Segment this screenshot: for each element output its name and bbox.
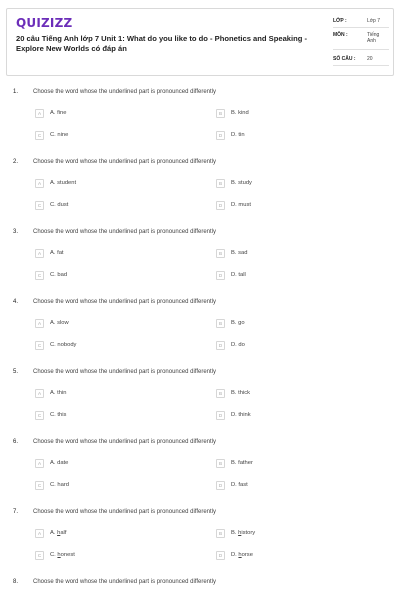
option-prefix: A. [50,530,58,536]
option-prefix: D. [231,552,239,558]
question-number: 1. [13,89,19,95]
option-prefix: B. [231,180,239,186]
option-letter-box[interactable]: D [216,271,225,280]
option-label [50,412,66,418]
option-prefix: C. [50,552,58,558]
option-word: go [238,320,245,326]
question-number: 8. [13,579,19,585]
option-underlined-part: h [238,530,242,536]
question-text: Choose the word whose the underlined part is pronounced differently [33,159,217,165]
option-letter-box[interactable]: C [35,131,44,140]
option-prefix: B. [231,320,239,326]
option-letter-box[interactable]: D [216,411,225,420]
option-word: thin [57,390,67,396]
option-prefix: C. [50,342,58,348]
option-label [231,250,247,256]
option-label [50,202,68,208]
question-text: Choose the word whose the underlined part is pronounced differently [33,439,217,445]
option-letter-box[interactable]: B [216,249,225,258]
option-letter-box[interactable]: A [35,179,44,188]
class-value: Lớp 7 [367,18,381,24]
option-word-rest: alf [60,530,67,536]
question-item [0,579,400,600]
option-word-rest: orse [241,552,253,558]
option-word: hard [57,482,70,488]
option-word: do [238,342,245,348]
question-number: 2. [13,159,19,165]
option-label [231,390,250,396]
question-item [0,159,400,223]
option-label [231,132,245,138]
option-word: kind [238,110,249,116]
question-item [0,369,400,433]
option-word: tall [238,272,246,278]
option-prefix: A. [50,110,58,116]
option-letter-box[interactable]: C [35,341,44,350]
option-word: father [238,460,253,466]
option-prefix: A. [50,250,58,256]
option-word-rest: istory [241,530,256,536]
option-letter-box[interactable]: C [35,201,44,210]
option-letter-box[interactable]: A [35,389,44,398]
option-word: bad [57,272,68,278]
count-label: SỐ CÂU : [333,56,356,62]
option-prefix: B. [231,250,239,256]
option-letter-box[interactable]: D [216,341,225,350]
option-word: fine [57,110,67,116]
option-underlined-part: h [57,552,61,558]
question-item [0,89,400,153]
option-word: study [238,180,252,186]
count-value: 20 [367,56,373,62]
option-label [231,110,249,116]
option-label [231,180,252,186]
question-number: 7. [13,509,19,515]
question-number: 5. [13,369,19,375]
option-word: think [238,412,251,418]
option-word: dust [57,202,69,208]
option-label [50,110,66,116]
question-text: Choose the word whose the underlined part is pronounced differently [33,369,217,375]
option-letter-box[interactable]: B [216,179,225,188]
option-underlined-part: h [238,552,242,558]
option-prefix: D. [231,202,239,208]
option-prefix: C. [50,482,58,488]
option-label [50,180,76,186]
option-word-rest: onest [60,552,75,558]
option-label [50,342,76,348]
option-prefix: A. [50,320,58,326]
option-prefix: C. [50,202,58,208]
option-label [231,342,245,348]
subject-value: Tiếng Anh [367,32,380,45]
divider [333,65,389,66]
option-word: date [57,460,69,466]
question-item [0,229,400,293]
option-label [50,552,75,558]
option-label [50,132,68,138]
option-letter-box[interactable]: A [35,109,44,118]
option-prefix: D. [231,412,239,418]
option-label [231,460,253,466]
option-prefix: D. [231,482,239,488]
option-letter-box[interactable]: B [216,319,225,328]
option-letter-box[interactable]: A [35,249,44,258]
question-text: Choose the word whose the underlined part is pronounced differently [33,229,217,235]
option-label [50,390,66,396]
option-word: sad [238,250,248,256]
option-letter-box[interactable]: D [216,481,225,490]
divider [333,27,389,28]
option-letter-box[interactable]: C [35,551,44,560]
option-prefix: A. [50,390,58,396]
option-label [50,272,67,278]
option-prefix: B. [231,530,239,536]
worksheet-header [6,8,394,76]
option-label [231,412,251,418]
option-underlined-part: h [57,530,61,536]
option-word: tin [238,132,245,138]
question-text: Choose the word whose the underlined part is pronounced differently [33,89,217,95]
option-word: slow [57,320,69,326]
option-letter-box[interactable]: B [216,389,225,398]
option-prefix: D. [231,132,239,138]
option-word: must [238,202,251,208]
option-label [231,202,251,208]
option-word: student [57,180,77,186]
option-label [50,320,69,326]
question-number: 6. [13,439,19,445]
option-letter-box[interactable]: C [35,411,44,420]
option-label [50,250,64,256]
option-word: fast [238,482,248,488]
option-label [231,530,255,536]
question-item [0,439,400,503]
class-label: LỚP : [333,18,347,24]
question-text: Choose the word whose the underlined part is pronounced differently [33,299,217,305]
option-label [231,482,248,488]
option-prefix: A. [50,180,58,186]
option-prefix: C. [50,272,58,278]
option-letter-box[interactable]: B [216,109,225,118]
option-prefix: B. [231,460,239,466]
question-item [0,299,400,363]
option-prefix: C. [50,412,58,418]
option-prefix: B. [231,110,239,116]
option-word: fat [57,250,64,256]
option-letter-box[interactable]: B [216,459,225,468]
option-label [50,482,69,488]
option-label [50,530,66,536]
option-letter-box[interactable]: A [35,459,44,468]
option-letter-box[interactable]: C [35,481,44,490]
quizizz-logo[interactable]: QUIZIZZ [16,16,73,30]
divider [333,49,389,50]
option-prefix: C. [50,132,58,138]
option-prefix: D. [231,342,239,348]
worksheet-title: 20 câu Tiếng Anh lớp 7 Unit 1: What do you like to do - Phonetics and Speaking - Explore New Worlds có đáp án [16,34,308,53]
option-label [231,552,253,558]
option-word: nobody [57,342,77,348]
option-label [231,272,246,278]
option-label [231,320,245,326]
option-prefix: B. [231,390,239,396]
option-word: this [57,412,67,418]
option-letter-box[interactable]: A [35,319,44,328]
option-word: nine [57,132,69,138]
option-word: thick [238,390,251,396]
question-number: 3. [13,229,19,235]
subject-label: MÔN : [333,32,348,38]
option-letter-box[interactable]: A [35,529,44,538]
question-text: Choose the word whose the underlined part is pronounced differently [33,579,217,585]
option-label [50,460,68,466]
question-item [0,509,400,573]
option-letter-box[interactable]: D [216,551,225,560]
worksheet-info [333,9,393,75]
option-letter-box[interactable]: C [35,271,44,280]
option-letter-box[interactable]: D [216,201,225,210]
option-prefix: D. [231,272,239,278]
question-number: 4. [13,299,19,305]
option-letter-box[interactable]: D [216,131,225,140]
option-letter-box[interactable]: B [216,529,225,538]
option-prefix: A. [50,460,58,466]
question-text: Choose the word whose the underlined part is pronounced differently [33,509,217,515]
